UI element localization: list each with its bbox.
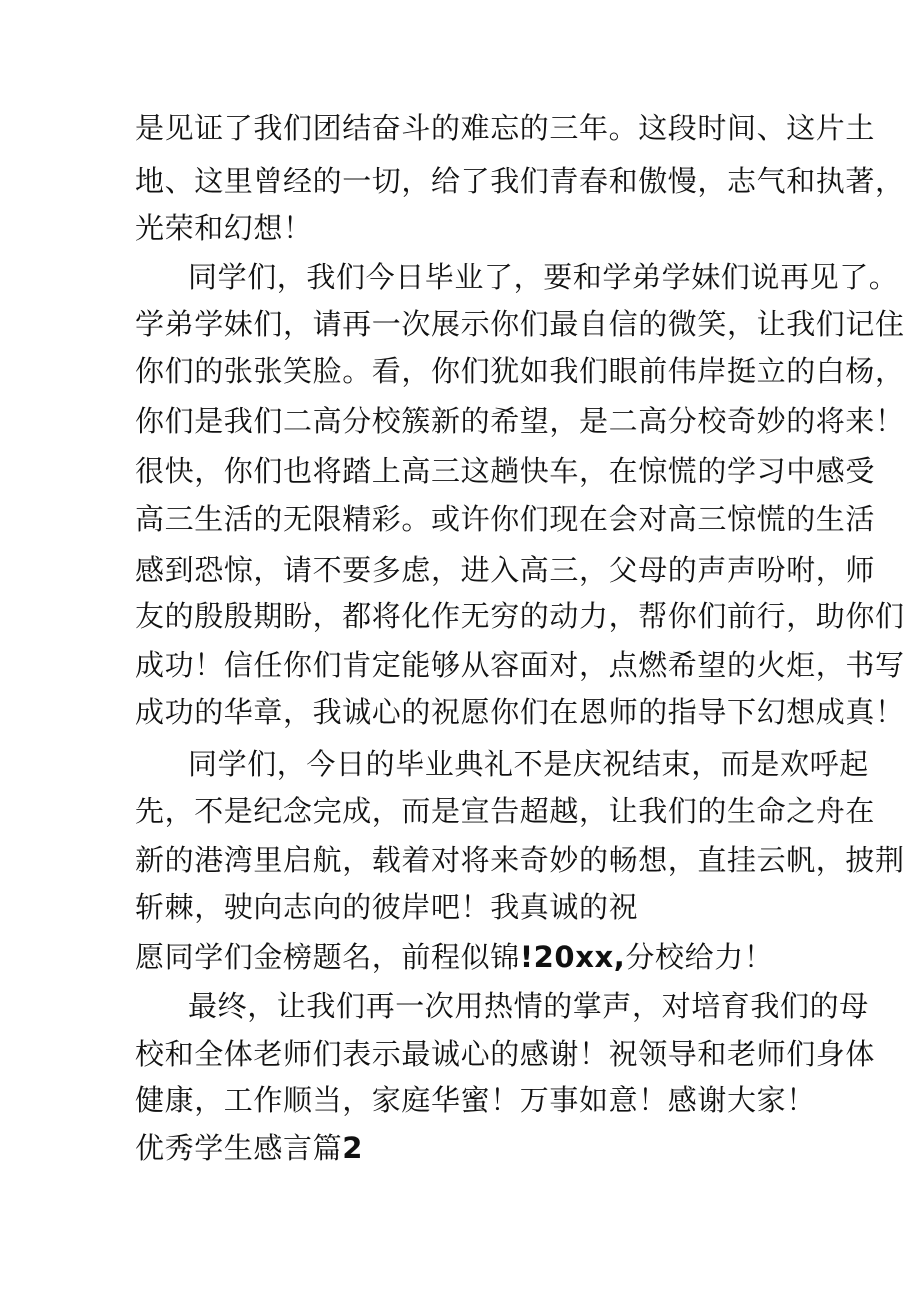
text-line: 你们是我们二高分校簇新的希望，是二高分校奇妙的将来！ (135, 404, 905, 438)
mixed-line-part-3: 分校给力！ (625, 940, 774, 974)
text-line: 斩棘，驶向志向的彼岸吧！我真诚的祝 (135, 890, 639, 924)
heading-number: 2 (342, 1131, 363, 1165)
mixed-text-line (135, 935, 773, 979)
text-line: 很快，你们也将踏上高三这趟快车，在惊慌的学习中感受 (135, 454, 876, 488)
text-line: 你们的张张笑脸。看，你们犹如我们眼前伟岸挺立的白杨， (135, 354, 905, 388)
text-line: 高三生活的无限精彩。或许你们现在会对高三惊慌的生活 (135, 502, 876, 536)
section-heading (135, 1126, 363, 1170)
text-line: 光荣和幻想！ (135, 211, 313, 245)
text-line: 是见证了我们团结奋斗的难忘的三年。这段时间、这片土 (135, 111, 876, 145)
paragraph-start-line: 同学们，今日的毕业典礼不是庆祝结束，而是欢呼起 (188, 747, 869, 781)
text-line: 校和全体老师们表示最诚心的感谢！祝领导和老师们身体 (135, 1037, 876, 1071)
text-line: 地、这里曾经的一切，给了我们青春和傲慢，志气和执著， (135, 164, 905, 198)
text-line: 学弟学妹们，请再一次展示你们最自信的微笑，让我们记住 (135, 307, 905, 341)
mixed-line-year: !20xx, (519, 940, 626, 974)
text-line: 新的港湾里启航，载着对将来奇妙的畅想，直挂云帆，披荆 (135, 843, 905, 877)
heading-text: 优秀学生感言篇 (135, 1131, 343, 1165)
mixed-line-part-1: 愿同学们金榜题名，前程似锦 (135, 940, 520, 974)
text-line: 成功的华章，我诚心的祝愿你们在恩师的指导下幻想成真！ (135, 695, 905, 729)
text-line: 先，不是纪念完成，而是宣告超越，让我们的生命之舟在 (135, 794, 876, 828)
text-line: 健康，工作顺当，家庭华蜜！万事如意！感谢大家！ (135, 1083, 816, 1117)
text-line: 感到恐惊，请不要多虑，进入高三，父母的声声吩咐，师 (135, 553, 876, 587)
text-line: 成功！信任你们肯定能够从容面对，点燃希望的火炬，书写 (135, 648, 905, 682)
paragraph-start-line: 同学们，我们今日毕业了，要和学弟学妹们说再见了。 (188, 260, 899, 294)
text-line: 友的殷殷期盼，都将化作无穷的动力，帮你们前行，助你们 (135, 599, 905, 633)
paragraph-start-line: 最终，让我们再一次用热情的掌声，对培育我们的母 (188, 989, 869, 1023)
